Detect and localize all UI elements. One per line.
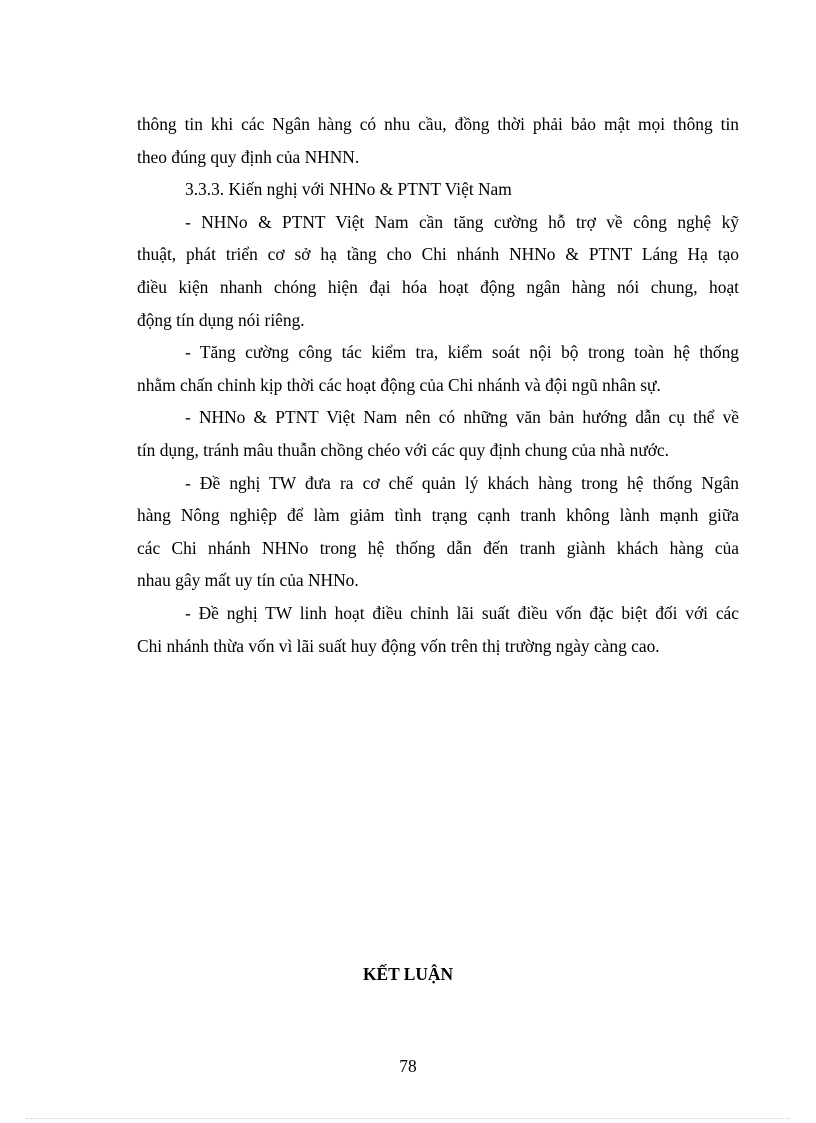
text-line: điều kiện nhanh chóng hiện đại hóa hoạt động ngân hàng nói chung, hoạt [137, 276, 739, 297]
section-heading-3-3-3 [137, 173, 739, 206]
paragraph-3 [137, 336, 739, 401]
page-bottom-divider [26, 1118, 790, 1119]
text-line: tín dụng, tránh mâu thuẫn chồng chéo với các quy định chung của nhà nước. [137, 439, 670, 460]
text-line: - Đề nghị TW linh hoạt điều chỉnh lãi suất điều vốn đặc biệt đối với các [185, 602, 739, 623]
body-text [137, 108, 739, 662]
paragraph-1 [137, 108, 739, 173]
conclusion-heading: KẾT LUẬN [362, 964, 454, 984]
text-line: động tín dụng nói riêng. [137, 309, 305, 330]
text-line: - NHNo & PTNT Việt Nam nên có những văn bản hướng dẫn cụ thể về [185, 407, 739, 428]
text-line: thuật, phát triển cơ sở hạ tầng cho Chi nhánh NHNo & PTNT Láng Hạ tạo [137, 244, 739, 265]
paragraph-2 [137, 206, 739, 336]
text-line: thông tin khi các Ngân hàng có nhu cầu, đồng thời phải bảo mật mọi thông tin [137, 114, 739, 134]
text-line: - Tăng cường công tác kiểm tra, kiểm soát nội bộ trong toàn hệ thống [185, 342, 739, 363]
text-line: 3.3.3. Kiến nghị với NHNo & PTNT Việt Nam [185, 179, 512, 200]
text-line: hàng Nông nghiệp để làm giảm tình trạng cạnh tranh không lành mạnh giữa [137, 505, 739, 526]
text-line: các Chi nhánh NHNo trong hệ thống dẫn đến tranh giành khách hàng của [137, 537, 739, 558]
text-line: nhau gây mất uy tín của NHNo. [137, 570, 359, 591]
text-line: Chi nhánh thừa vốn vì lãi suất huy động vốn trên thị trường ngày càng cao. [137, 635, 660, 656]
page-number: 78 [399, 1056, 417, 1076]
text-line: - NHNo & PTNT Việt Nam cần tăng cường hỗ trợ về công nghệ kỹ [185, 211, 739, 232]
paragraph-4 [137, 401, 739, 466]
paragraph-6 [137, 597, 739, 662]
text-line: theo đúng quy định của NHNN. [137, 146, 360, 167]
text-line: nhằm chấn chỉnh kịp thời các hoạt động của Chi nhánh và đội ngũ nhân sự. [137, 374, 661, 395]
text-line: - Đề nghị TW đưa ra cơ chế quản lý khách hàng trong hệ thống Ngân [185, 472, 739, 493]
paragraph-5 [137, 467, 739, 597]
